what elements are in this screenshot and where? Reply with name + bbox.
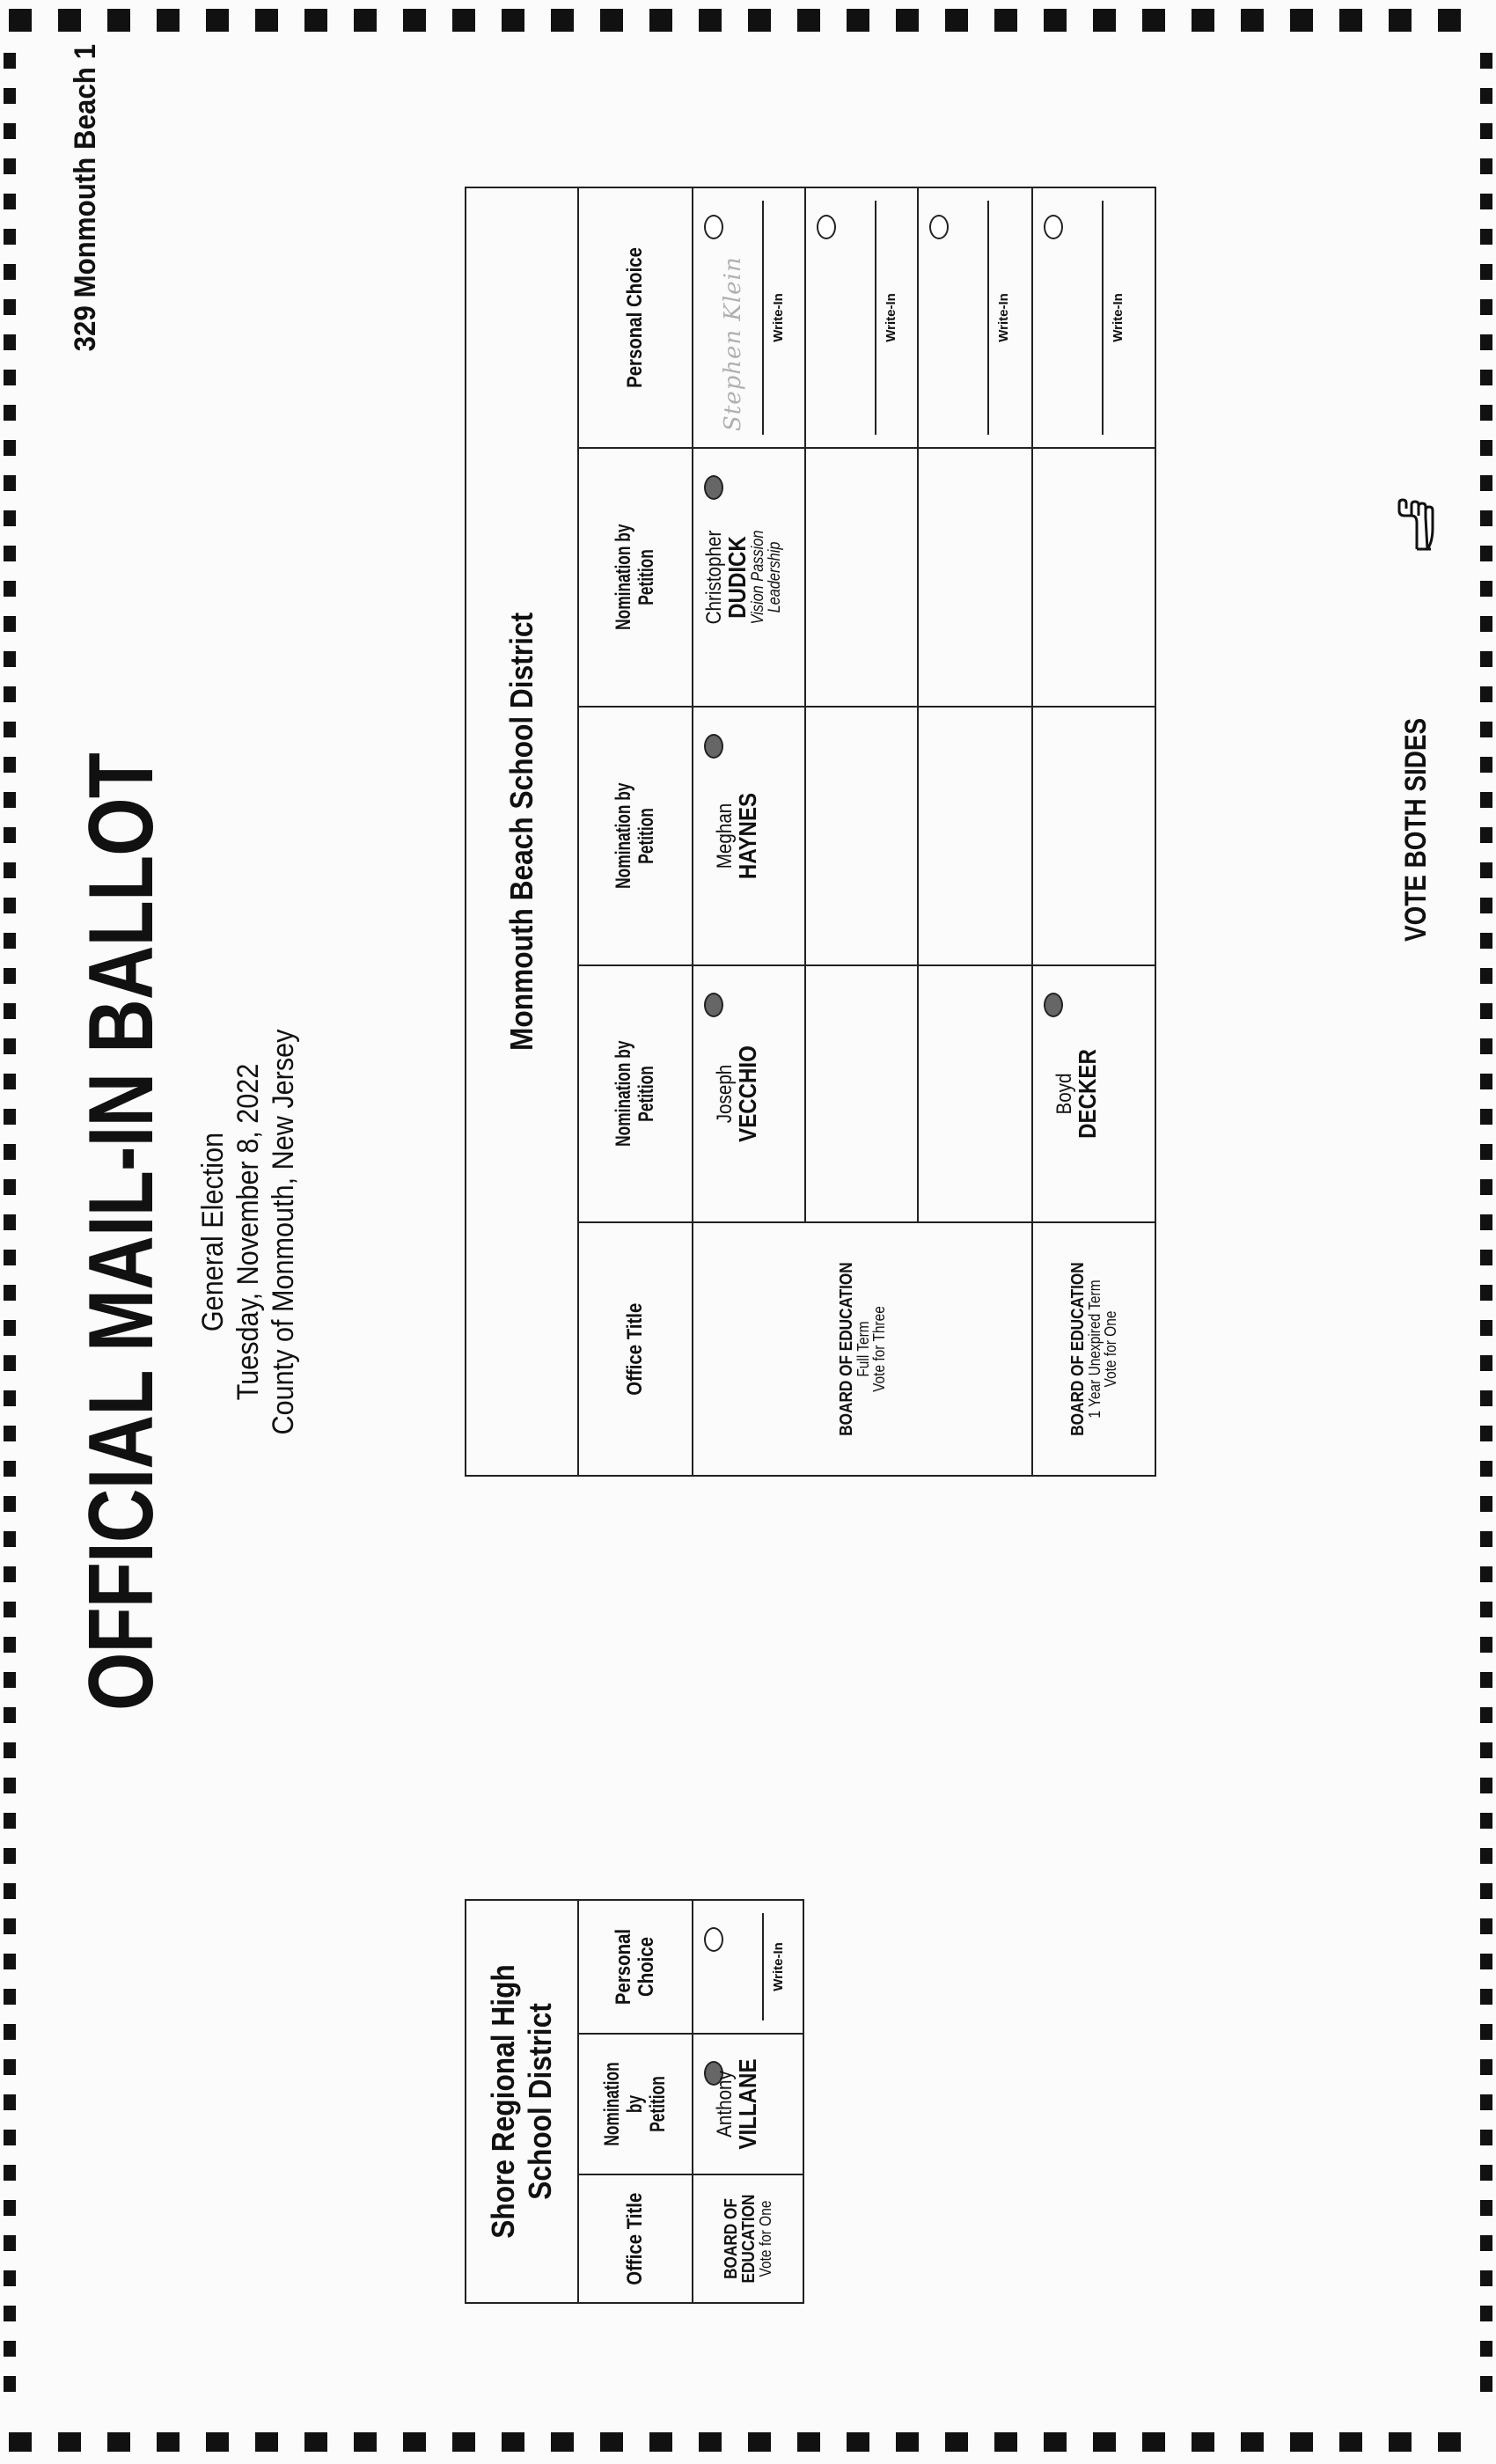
candidate-vecchio[interactable]: Joseph VECCHIO — [693, 965, 805, 1222]
nomination-header: Nomination by Petition — [578, 448, 693, 707]
write-in-label: Write-In — [884, 293, 898, 342]
full-term-write-in-1[interactable] — [693, 187, 805, 448]
pointing-hand-icon — [1382, 498, 1443, 554]
write-in-label: Write-In — [771, 293, 786, 342]
regional-office-cell: BOARD OF EDUCATION Vote for One — [693, 2174, 803, 2303]
full-term-office-cell: BOARD OF EDUCATION Full Term Vote for Three — [693, 1222, 1032, 1476]
local-contest-table — [465, 187, 1156, 1477]
empty-cell — [918, 448, 1032, 707]
full-term-write-in-3[interactable] — [918, 187, 1032, 448]
empty-cell — [805, 448, 918, 707]
ballot-title: OFFICIAL MAIL-IN BALLOT — [70, 752, 172, 1712]
candidate-haynes[interactable]: Meghan HAYNES — [693, 707, 805, 965]
candidate-decker[interactable]: Boyd DECKER — [1032, 965, 1155, 1222]
local-district-title: Monmouth Beach School District — [466, 187, 578, 1476]
write-in-label: Write-In — [996, 293, 1011, 342]
write-in-label: Write-In — [771, 1942, 786, 1991]
candidate-villane[interactable]: Anthony VILLANE — [693, 2034, 803, 2174]
empty-cell — [918, 707, 1032, 965]
regional-district-title: Shore Regional High School District — [466, 1900, 578, 2303]
precinct-label: 329 Monmouth Beach 1 — [69, 44, 102, 352]
nomination-header: Nomination by Petition — [578, 2034, 693, 2174]
vote-both-sides: VOTE BOTH SIDES — [1399, 717, 1433, 942]
office-title-header: Office Title — [578, 1222, 693, 1476]
regional-contest-table — [465, 1899, 804, 2304]
election-date: Tuesday, November 8, 2022 — [231, 1063, 265, 1401]
empty-cell — [918, 965, 1032, 1222]
personal-choice-header: Personal Choice — [578, 187, 693, 448]
write-in-oval[interactable] — [704, 1927, 723, 1952]
write-in-line — [987, 201, 989, 435]
write-in-oval[interactable] — [817, 215, 836, 239]
candidate-dudick[interactable]: Christopher DUDICK Vision Passion Leadership — [693, 448, 805, 707]
write-in-line — [762, 201, 764, 435]
nomination-header: Nomination by Petition — [578, 965, 693, 1222]
office-title-header: Office Title — [578, 2174, 693, 2303]
write-in-label: Write-In — [1111, 293, 1126, 342]
unexpired-office-cell: BOARD OF EDUCATION 1 Year Unexpired Term Vote for One — [1032, 1222, 1155, 1476]
write-in-line — [1102, 201, 1104, 435]
write-in-line — [875, 201, 876, 435]
election-county: County of Monmouth, New Jersey — [267, 1029, 300, 1435]
election-name: General Election — [196, 1132, 230, 1332]
nomination-header: Nomination by Petition — [578, 707, 693, 965]
personal-choice-header: Personal Choice — [578, 1900, 693, 2034]
write-in-oval[interactable] — [929, 215, 949, 239]
empty-cell — [805, 965, 918, 1222]
empty-cell — [1032, 448, 1155, 707]
write-in-oval[interactable] — [704, 215, 723, 239]
empty-cell — [805, 707, 918, 965]
write-in-oval[interactable] — [1044, 215, 1063, 239]
empty-cell — [1032, 707, 1155, 965]
unexpired-write-in[interactable] — [1032, 187, 1155, 448]
full-term-write-in-2[interactable] — [805, 187, 918, 448]
handwritten-write-in: Stephen Klein — [720, 256, 746, 431]
regional-write-in[interactable] — [693, 1900, 803, 2034]
write-in-line — [762, 1913, 764, 2020]
